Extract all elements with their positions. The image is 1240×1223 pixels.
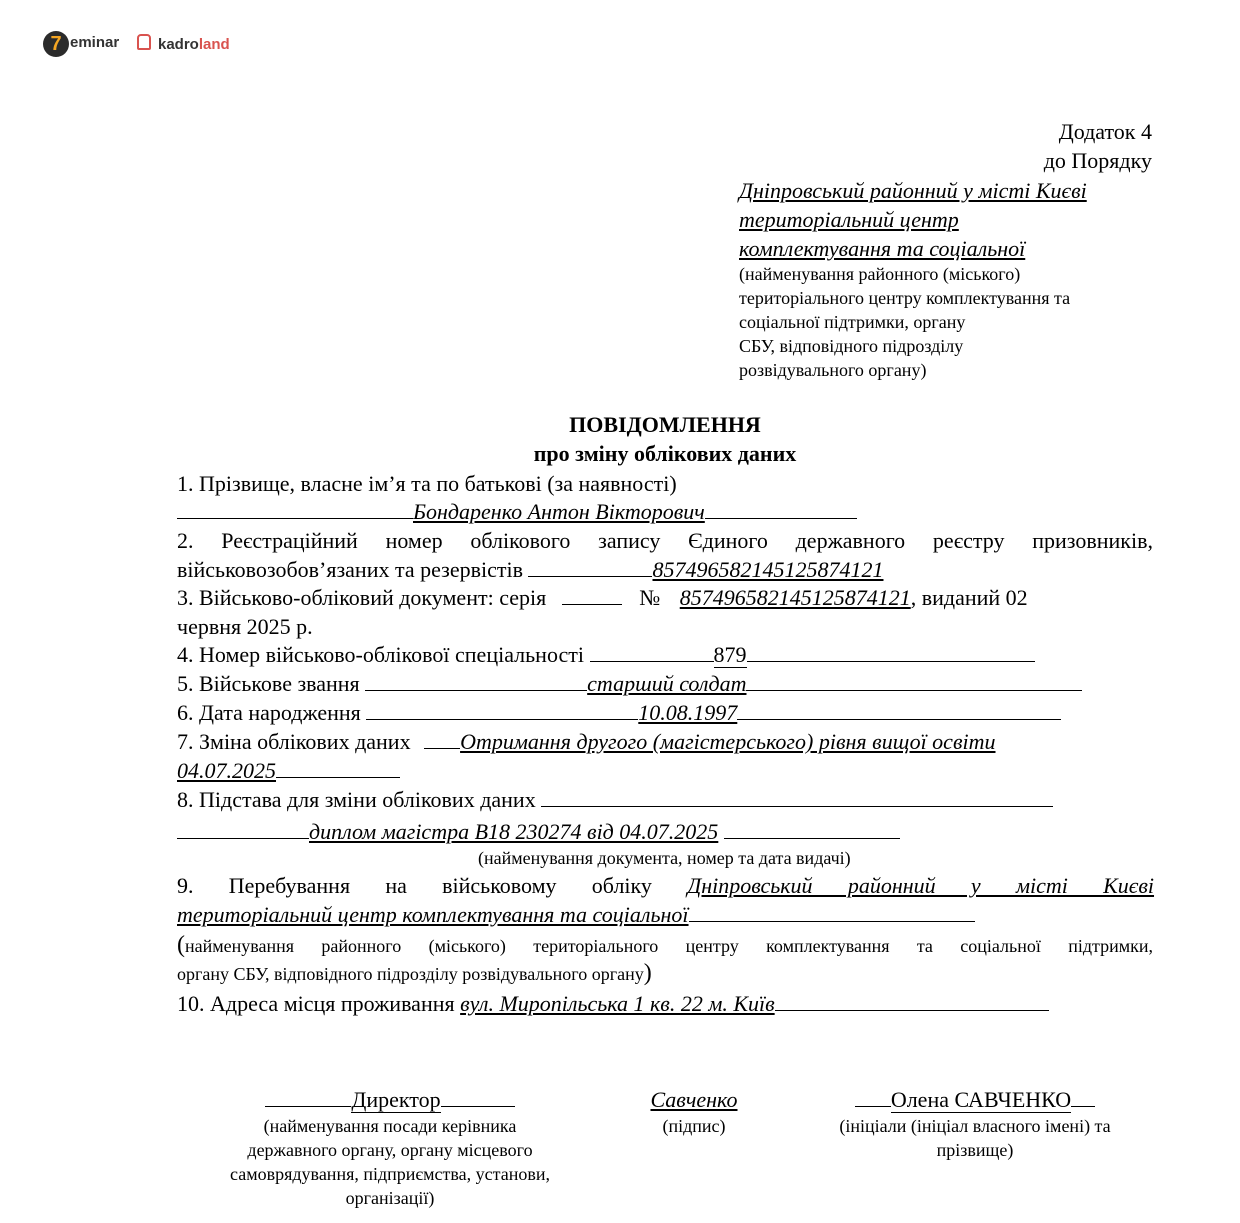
signature-name: Олена САВЧЕНКО	[890, 1087, 1072, 1112]
item2-line	[177, 556, 883, 584]
appendix-order: до Порядку	[1043, 148, 1152, 173]
item9-value-b: територіальний центр комплектування та соціальної	[177, 902, 689, 927]
kadroland-logo	[158, 36, 230, 53]
item7-value-a: Отримання другого (магістерського) рівня вищої освіти	[460, 729, 996, 754]
item1-label: 1. Прізвище, власне ім’я та по батькові (за наявності)	[177, 471, 677, 496]
signature-position: Директор	[351, 1087, 441, 1112]
item8-value: диплом магістра В18 230274 від 04.07.2025	[309, 819, 719, 844]
item2-value: 85749658214512587412​1	[652, 557, 884, 582]
org-caption-1: (найменування районного (міського)	[739, 264, 1021, 284]
item8-caption: (найменування документа, номер та дата видачі)	[478, 848, 851, 868]
item5-value: старший солдат	[587, 671, 747, 696]
item9-line	[177, 872, 1154, 900]
org-name-line2: територіальний центр	[739, 207, 959, 232]
org-caption-3: соціальної підтримки, органу	[739, 312, 966, 332]
signature-sign: Савченко	[650, 1087, 738, 1112]
item5-line	[177, 670, 1082, 698]
item6-line	[177, 699, 1061, 727]
item10-label: 10. Адреса місця проживання	[177, 991, 455, 1016]
org-caption-5: розвідувального органу)	[739, 360, 927, 380]
item4-value: 879	[713, 642, 747, 667]
item2-label-b: військовозобов’язаних та резервістів	[177, 557, 523, 582]
signature-name-caption-1: (ініціали (ініціал власного імені) та	[839, 1116, 1111, 1136]
signature-position-caption-1: (найменування посади керівника	[263, 1116, 517, 1136]
item4-line	[177, 641, 1035, 669]
signature-sign-caption: (підпис)	[662, 1116, 726, 1136]
signature-name-caption-2: прізвище)	[936, 1140, 1014, 1160]
item3-line	[177, 584, 1154, 612]
item7-line2	[177, 757, 400, 785]
item7-value-b: 04.07.2025	[177, 758, 276, 783]
item9-caption-a-line: (найменування районного (міського) територіального центру комплектування та соціальної підтримки,	[177, 932, 1153, 958]
item3-issued: , виданий 02	[910, 585, 1028, 610]
item7-label: 7. Зміна облікових даних	[177, 729, 411, 754]
item9-caption-b-line: органу СБУ, відповідного підрозділу розвідувального органу)	[177, 960, 652, 986]
document-subtitle: про зміну облікових даних	[533, 441, 797, 466]
item7-line	[177, 728, 1154, 756]
item9-caption-a: найменування районного (міського) територіального центру комплектування та соціальної підтримки,	[185, 936, 1153, 956]
item9-value-a: Дніпровський районний у місті Києві	[687, 873, 1155, 898]
item8-line	[177, 786, 1053, 814]
item1-value: Бондаренко Антон Вікторович	[413, 499, 705, 524]
item9-caption-b: органу СБУ, відповідного підрозділу розвідувального органу	[177, 964, 644, 984]
org-caption-4: СБУ, відповідного підрозділу	[739, 336, 964, 356]
kadroland-logo-text-b: land	[198, 36, 230, 53]
item10-line	[177, 990, 1049, 1018]
item8-label: 8. Підстава для зміни облікових даних	[177, 787, 536, 812]
kadroland-logo-icon	[137, 34, 151, 50]
seminar-logo-text: eminar	[70, 34, 120, 51]
org-caption-2: територіального центру комплектування та	[739, 288, 1071, 308]
signature-name-line	[800, 1086, 1150, 1114]
item10-value: вул. Миропільська 1 кв. 22 м. Київ	[460, 991, 775, 1016]
item4-label: 4. Номер військово-облікової спеціальності	[177, 642, 584, 667]
item9-label: 9. Перебування на військовому обліку	[177, 873, 652, 898]
item5-label: 5. Військове звання	[177, 671, 360, 696]
item1-line	[177, 498, 857, 526]
item3-label: 3. Військово-обліковий документ: серія	[177, 585, 547, 610]
signature-position-caption-4: організації)	[345, 1188, 435, 1208]
item6-value: 10.08.1997	[638, 700, 738, 725]
signature-position-caption-2: державного органу, органу місцевого	[247, 1140, 533, 1160]
item6-label: 6. Дата народження	[177, 700, 361, 725]
document-title: ПОВІДОМЛЕННЯ	[569, 412, 761, 437]
item8-line2	[177, 818, 900, 846]
org-name-line3: комплектування та соціальної	[739, 236, 1026, 261]
seminar-logo-icon: 7	[43, 31, 69, 57]
appendix-number: Додаток 4	[1058, 119, 1152, 144]
kadroland-logo-text-a: kadro	[158, 36, 199, 53]
item9-line2	[177, 901, 975, 929]
item2-label-a: 2. Реєстраційний номер облікового запису Єдиного державного реєстру призовників,	[177, 528, 1153, 553]
item3-no: №	[639, 585, 661, 610]
signature-position-line	[200, 1086, 580, 1114]
signature-position-caption-3: самоврядування, підприємства, установи,	[230, 1164, 550, 1184]
item3-date: червня 2025 р.	[177, 614, 313, 639]
item3-value: 857496582145125874121	[679, 585, 911, 610]
org-name-line1: Дніпровський районний у місті Києві	[739, 178, 1087, 203]
